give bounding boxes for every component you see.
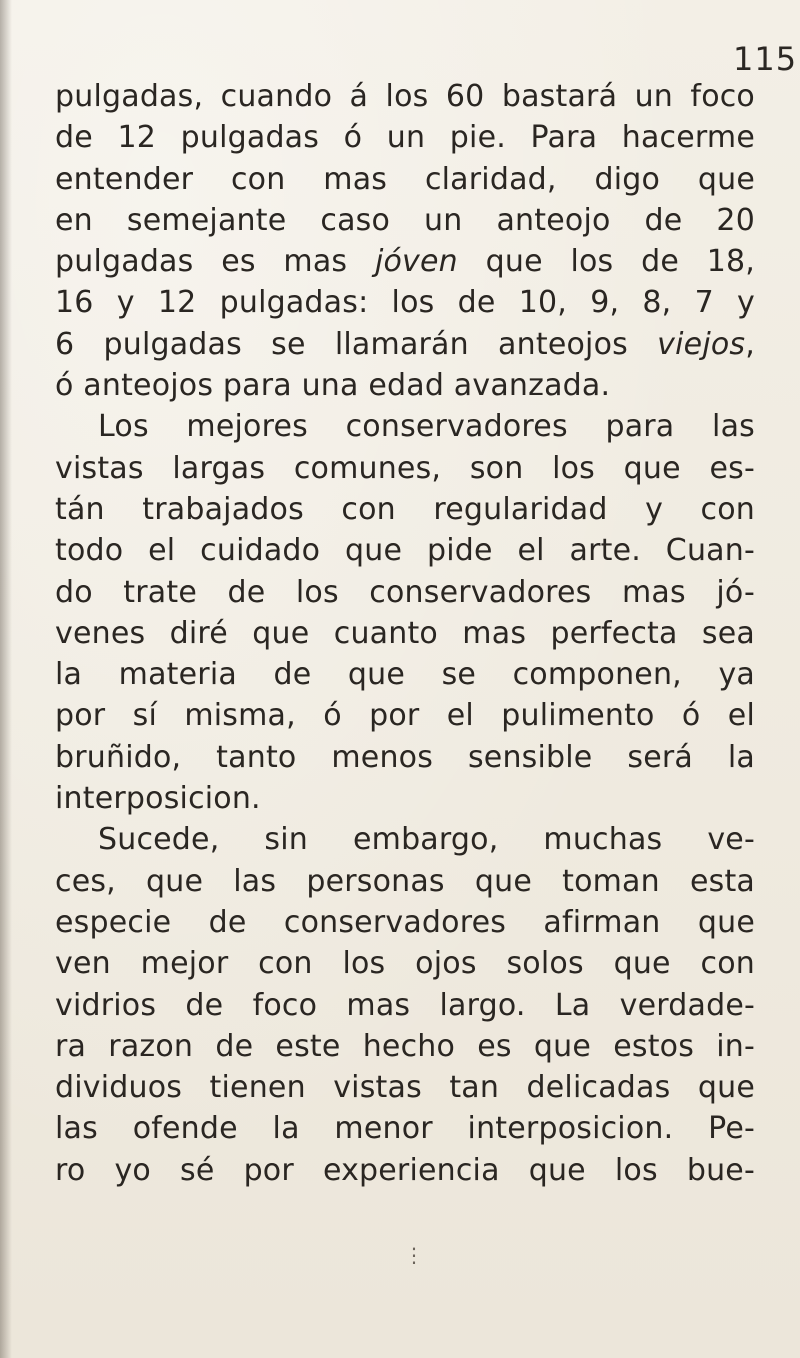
text-line: entender con mas claridad, digo que: [55, 161, 755, 197]
text-line: ven mejor con los ojos solos que con: [55, 946, 755, 982]
text-line: do trate de los conservadores mas jó-: [55, 574, 755, 610]
text-line: ó anteojos para una edad avanzada.: [55, 368, 611, 404]
footer-mark: ⋮: [404, 1243, 424, 1267]
italic-word: viejos: [657, 326, 746, 362]
text-line: especie de conservadores afirman que: [55, 904, 755, 940]
page-number: 115: [733, 40, 798, 78]
text-line: bruñido, tanto menos sensible será la: [55, 739, 755, 775]
text-line: 6 pulgadas se llamarán anteojos viejos,: [55, 326, 755, 362]
text-line: vidrios de foco mas largo. La verdade-: [55, 987, 755, 1023]
text-line: en semejante caso un anteojo de 20: [55, 202, 755, 238]
paragraph-2: [55, 406, 755, 819]
text-line: las ofende la menor interposicion. Pe-: [55, 1111, 755, 1147]
text-line: ro yo sé por experiencia que los bue-: [55, 1152, 755, 1188]
paragraph-3: [55, 819, 755, 1191]
text-line: 16 y 12 pulgadas: los de 10, 9, 8, 7 y: [55, 285, 755, 321]
text-line: tán trabajados con regularidad y con: [55, 491, 755, 527]
italic-word: jóven: [374, 244, 458, 280]
text-line: todo el cuidado que pide el arte. Cuan-: [55, 533, 755, 569]
text-line: dividuos tienen vistas tan delicadas que: [55, 1070, 755, 1106]
text-line: por sí misma, ó por el pulimento ó el: [55, 698, 755, 734]
body-text: [55, 76, 755, 1191]
text-line: la materia de que se componen, ya: [55, 657, 755, 693]
text-line: Sucede, sin embargo, muchas ve-: [98, 822, 755, 858]
paragraph-1: [55, 76, 755, 406]
text-line: ra razon de este hecho es que estos in-: [55, 1028, 755, 1064]
text-line: vistas largas comunes, son los que es-: [55, 450, 755, 486]
text-line: pulgadas es mas jóven que los de 18,: [55, 244, 755, 280]
text-line: Los mejores conservadores para las: [98, 409, 755, 445]
text-line: pulgadas, cuando á los 60 bastará un foco: [55, 79, 755, 114]
text-line: de 12 pulgadas ó un pie. Para hacerme: [55, 120, 755, 156]
text-line: interposicion.: [55, 781, 261, 817]
text-line: venes diré que cuanto mas perfecta sea: [55, 615, 755, 651]
spine-shadow: [0, 0, 12, 1358]
text-line: ces, que las personas que toman esta: [55, 863, 755, 899]
